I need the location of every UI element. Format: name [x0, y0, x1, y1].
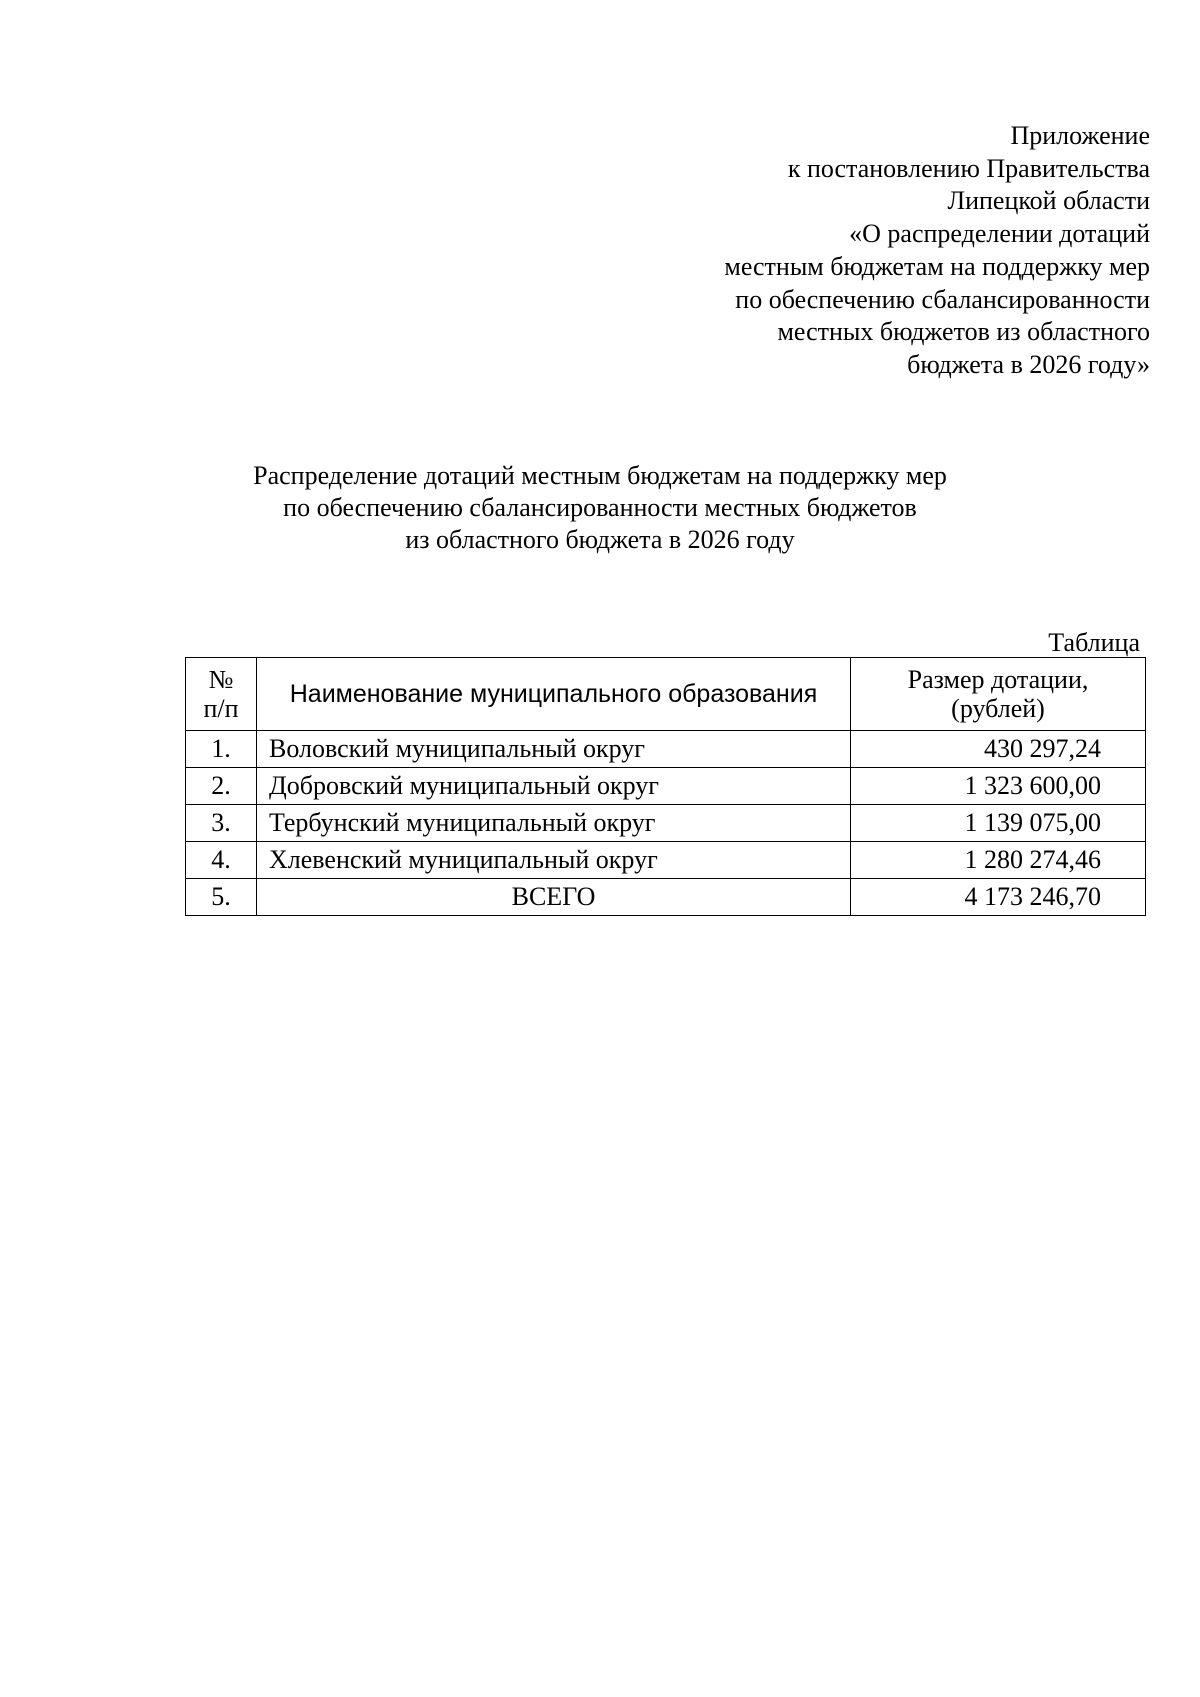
header-number — [186, 658, 257, 731]
row-total-label: ВСЕГО — [257, 879, 851, 916]
appendix-block — [724, 120, 1150, 382]
appendix-line: «О распределении дотаций — [849, 219, 1150, 249]
row-total-amount: 4 173 246,70 — [851, 879, 1146, 916]
appendix-line: к постановлению Правительства — [787, 153, 1150, 183]
title-line: по обеспечению сбалансированности местных бюджетов — [283, 493, 917, 522]
appendix-line: по обеспечению сбалансированности — [735, 284, 1150, 314]
row-number: 4. — [186, 842, 257, 879]
row-amount: 430 297,24 — [851, 731, 1146, 768]
table-row — [186, 842, 1146, 879]
header-number-line1: № — [208, 665, 234, 694]
row-number: 3. — [186, 805, 257, 842]
grant-distribution-table — [185, 657, 1146, 916]
table-caption: Таблица — [1048, 628, 1140, 657]
appendix-line: Приложение — [1010, 121, 1150, 150]
table-row — [186, 805, 1146, 842]
title-line: Распределение дотаций местным бюджетам на поддержку мер — [253, 461, 947, 490]
appendix-line: Липецкой области — [947, 186, 1150, 216]
appendix-line: бюджета в 2026 году» — [907, 349, 1150, 379]
header-grant-amount — [851, 658, 1146, 731]
row-number: 1. — [186, 731, 257, 768]
row-amount: 1 280 274,46 — [851, 842, 1146, 879]
row-municipality: Воловский муниципальный округ — [257, 731, 851, 768]
table-header-row — [186, 658, 1146, 731]
row-municipality: Хлевенский муниципальный округ — [257, 842, 851, 879]
row-municipality: Добровский муниципальный округ — [257, 768, 851, 805]
table-row-total — [186, 879, 1146, 916]
header-amount-line1: Размер дотации, — [907, 665, 1089, 694]
appendix-line: местных бюджетов из областного — [777, 317, 1150, 347]
row-number: 5. — [186, 879, 257, 916]
appendix-line: местным бюджетам на поддержку мер — [724, 251, 1150, 281]
table-row — [186, 731, 1146, 768]
header-number-line2: п/п — [203, 694, 239, 723]
title-line: из областного бюджета в 2026 году — [405, 525, 795, 554]
document-title — [0, 460, 1200, 556]
header-municipality-name: Наименование муниципального образования — [257, 658, 851, 731]
row-amount: 1 139 075,00 — [851, 805, 1146, 842]
header-amount-line2: (рублей) — [951, 694, 1045, 723]
row-number: 2. — [186, 768, 257, 805]
table-row — [186, 768, 1146, 805]
row-amount: 1 323 600,00 — [851, 768, 1146, 805]
row-municipality: Тербунский муниципальный округ — [257, 805, 851, 842]
